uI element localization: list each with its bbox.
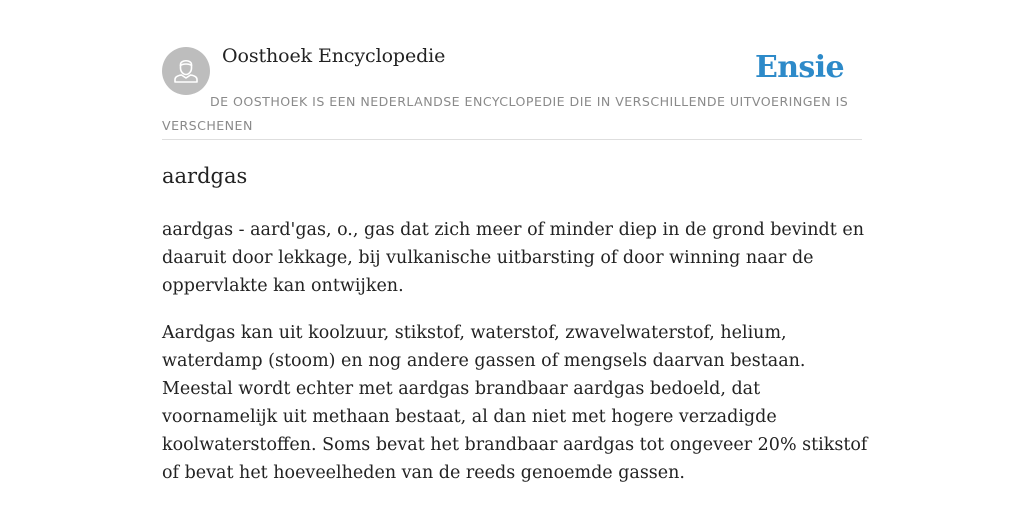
article-paragraph: aardgas - aard'gas, o., gas dat zich meer of minder diep in de grond bevindt en daaruit door lekkage, bij vulkanische uitbarsting of door winning naar de oppervlakte kan ontwijken. xyxy=(162,220,864,296)
header xyxy=(162,0,862,140)
avatar[interactable] xyxy=(162,47,210,95)
brand-logo[interactable]: Ensie xyxy=(754,50,844,85)
article-paragraph: Aardgas kan uit koolzuur, stikstof, waterstof, zwavelwaterstof, helium, waterdamp (stoom) en nog andere gassen of mengsels daarvan bestaan. Meestal wordt echter met aardgas brandbaar aardgas bedoeld, dat voornamelijk uit methaan bestaat, al dan niet met hogere verzadigde koolwaterstoffen. Soms bevat het brandbaar aardgas tot ongeveer 20% stikstof of bevat het hoeveelheden van de reeds genoemde gassen. xyxy=(162,323,868,483)
user-icon xyxy=(162,47,210,95)
site-description: DE OOSTHOEK IS EEN NEDERLANDSE ENCYCLOPEDIE DIE IN VERSCHILLENDE UITVOERINGEN IS VERSCHENEN xyxy=(162,94,849,133)
site-name[interactable]: Oosthoek Encyclopedie xyxy=(222,45,446,67)
header-divider xyxy=(162,139,862,140)
article-title: aardgas xyxy=(162,164,248,188)
page-container xyxy=(162,0,868,483)
